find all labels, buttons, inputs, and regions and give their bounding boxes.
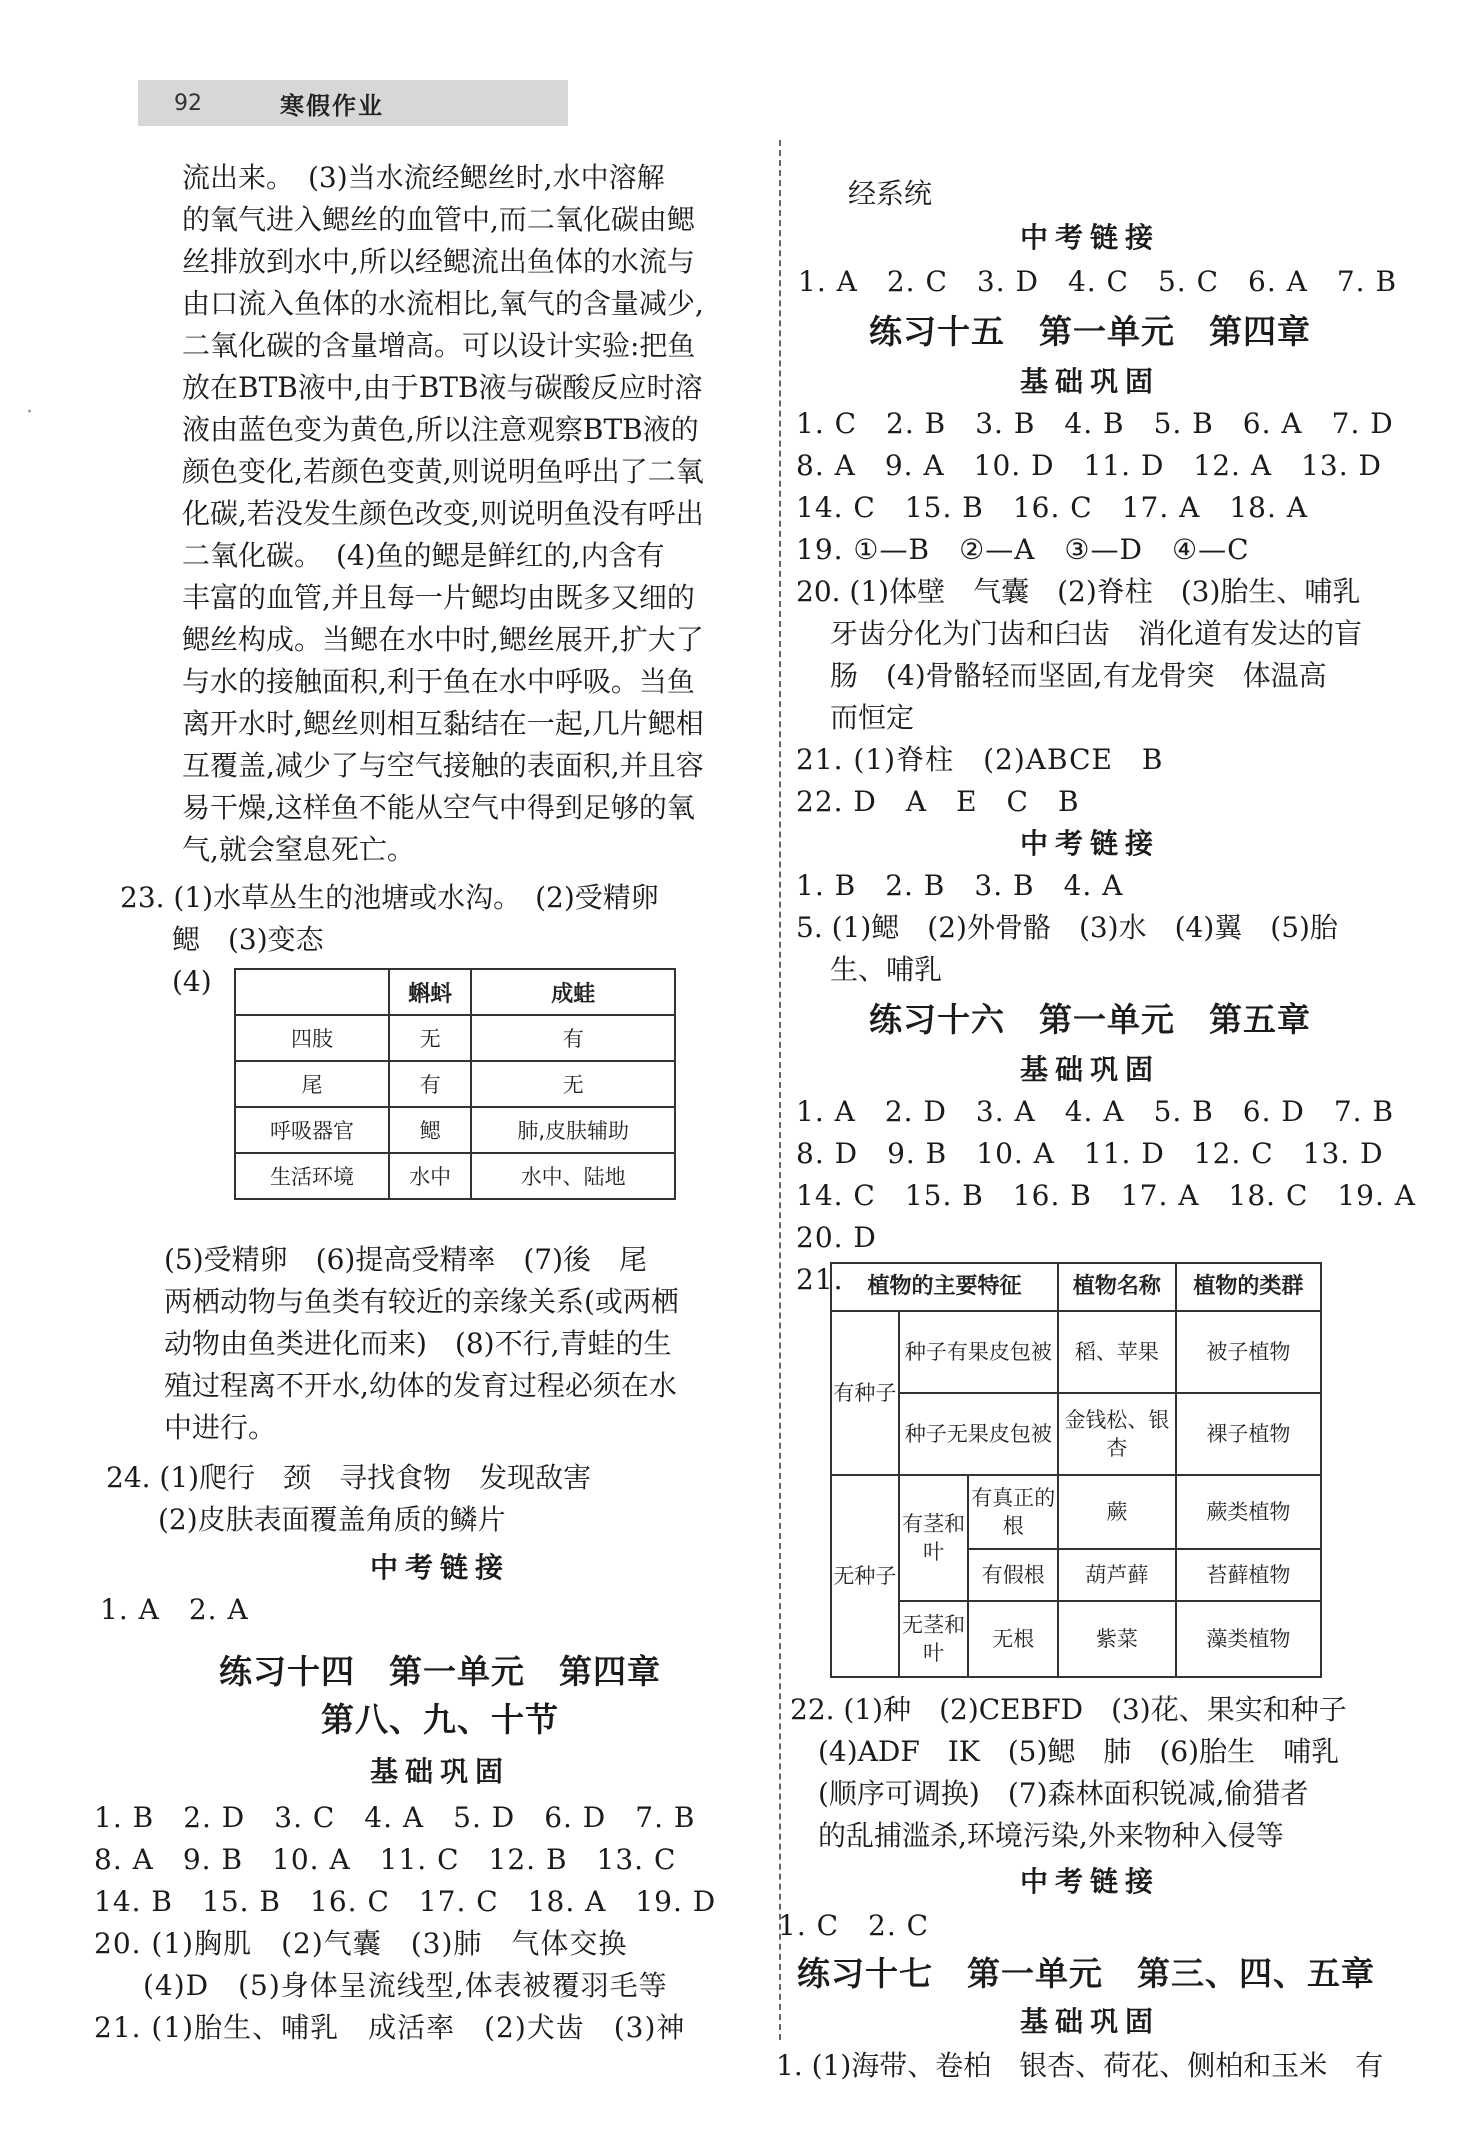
text-line: 放在BTB液中,由于BTB液与碳酸反应时溶 — [182, 371, 703, 404]
table-cell: 蕨类植物 — [1176, 1475, 1321, 1549]
answer-line: 19. ①—B ②—A ③—D ④—C — [796, 533, 1250, 566]
text-line: 二氧化碳的含量增高。可以设计实验:把鱼 — [182, 329, 696, 362]
table-cell: 无 — [389, 1015, 471, 1061]
table-cell: 种子有果皮包被 — [899, 1311, 1058, 1393]
section-heading-jichu: 基础巩固 — [1019, 1053, 1160, 1086]
text-line: 由口流入鱼体的水流相比,氧气的含量减少, — [182, 287, 704, 320]
answer-line: 1. (1)海带、卷柏 银杏、荷花、侧柏和玉米 有 — [776, 2049, 1384, 2082]
table-cell: 生活环境 — [235, 1153, 389, 1199]
section-heading-zhongkao: 中考链接 — [1019, 1865, 1160, 1898]
answer-line: 8. D 9. B 10. A 11. D 12. C 13. D — [796, 1137, 1384, 1170]
page-number: 92 — [174, 90, 202, 116]
table-cell: 无根 — [968, 1601, 1058, 1677]
table-row — [235, 1153, 675, 1199]
table-cell: 蕨 — [1058, 1475, 1176, 1549]
table-header-cell: 植物名称 — [1058, 1263, 1176, 1311]
table-row — [235, 1015, 675, 1061]
answer-line: 20. (1)胸肌 (2)气囊 (3)肺 气体交换 — [94, 1927, 628, 1960]
question-24-line: 24. (1)爬行 颈 寻找食物 发现敌害 — [106, 1461, 592, 1494]
answer-line: 1. A 2. C 3. D 4. C 5. C 6. A 7. B — [798, 265, 1398, 298]
answer-line: 21. (1)脊柱 (2)ABCE B — [796, 743, 1164, 776]
table-cell: 被子植物 — [1176, 1311, 1321, 1393]
question-23-line: 鳃 (3)变态 — [144, 923, 324, 956]
text-line: 两栖动物与鱼类有较近的亲缘关系(或两栖 — [164, 1285, 679, 1318]
question-23-line: (4) — [144, 965, 212, 998]
table-cell: 呼吸器官 — [235, 1107, 389, 1153]
answer-line: 20. (1)体壁 气囊 (2)脊柱 (3)胎生、哺乳 — [796, 575, 1361, 608]
text-line: 化碳,若没发生颜色改变,则说明鱼没有呼出 — [182, 497, 704, 530]
table-header-cell: 成蛙 — [471, 969, 675, 1015]
answer-line: 5. (1)鳃 (2)外骨骼 (3)水 (4)翼 (5)胎 — [796, 911, 1338, 944]
table-cell: 种子无果皮包被 — [899, 1393, 1058, 1475]
answer-line: 1. B 2. B 3. B 4. A — [796, 869, 1124, 902]
page-header — [138, 80, 568, 126]
text-line: 的氧气进入鳃丝的血管中,而二氧化碳由鳃 — [182, 203, 695, 236]
answer-line: 22. D A E C B — [796, 785, 1080, 818]
question-24-line: (2)皮肤表面覆盖角质的鳞片 — [130, 1503, 506, 1536]
table-cell: 有 — [389, 1061, 471, 1107]
table-cell: 紫菜 — [1058, 1601, 1176, 1677]
text-line: 离开水时,鳃丝则相互黏结在一起,几片鳃相 — [182, 707, 704, 740]
answer-line: 生、哺乳 — [830, 953, 943, 986]
answer-line: 而恒定 — [830, 701, 915, 734]
exercise-title: 练习十四 第一单元 第四章 — [219, 1652, 661, 1691]
table-cell: 肺,皮肤辅助 — [471, 1107, 675, 1153]
text-line: 中进行。 — [164, 1411, 277, 1444]
table-cell: 鳃 — [389, 1107, 471, 1153]
text-line: 鳃丝构成。当鳃在水中时,鳃丝展开,扩大了 — [182, 623, 704, 656]
group-cell-noseed: 无种子 — [831, 1475, 899, 1677]
answer-line: 肠 (4)骨骼轻而坚固,有龙骨突 体温高 — [830, 659, 1327, 692]
table-row — [235, 1061, 675, 1107]
table-cell: 金钱松、银杏 — [1058, 1393, 1176, 1475]
answer-line: 1. C 2. B 3. B 4. B 5. B 6. A 7. D — [796, 407, 1394, 440]
table-cell: 无 — [471, 1061, 675, 1107]
section-heading-zhongkao: 中考链接 — [1019, 827, 1160, 860]
question-22-line: (顺序可调换) (7)森林面积锐减,偷猎者 — [790, 1777, 1309, 1810]
answer-line: 牙齿分化为门齿和臼齿 消化道有发达的盲 — [830, 617, 1363, 650]
table-cell: 有假根 — [968, 1549, 1058, 1601]
answer-line: 21. (1)胎生、哺乳 成活率 (2)犬齿 (3)神 — [94, 2011, 686, 2044]
text-line: 二氧化碳。 (4)鱼的鳃是鲜红的,内含有 — [182, 539, 665, 572]
section-heading-jichu: 基础巩固 — [1019, 365, 1160, 398]
section-heading-zhongkao: 中考链接 — [369, 1551, 510, 1584]
text-line: (5)受精卵 (6)提高受精率 (7)後 尾 — [164, 1243, 647, 1276]
table-header-row — [235, 969, 675, 1015]
text-line: 气,就会窒息死亡。 — [182, 833, 415, 866]
question-22-line: 22. (1)种 (2)CEBFD (3)花、果实和种子 — [790, 1693, 1347, 1726]
answer-line: 8. A 9. B 10. A 11. C 12. B 13. C — [94, 1843, 677, 1876]
exercise-title: 练习十六 第一单元 第五章 — [869, 1000, 1311, 1039]
table-cell: 葫芦藓 — [1058, 1549, 1176, 1601]
text-line: 流出来。 (3)当水流经鳃丝时,水中溶解 — [182, 161, 665, 194]
section-heading-jichu: 基础巩固 — [1019, 2005, 1160, 2038]
table-cell: 四肢 — [235, 1015, 389, 1061]
text-line: 动物由鱼类进化而来) (8)不行,青蛙的生 — [164, 1327, 672, 1360]
table-cell: 有 — [471, 1015, 675, 1061]
table-cell: 水中 — [389, 1153, 471, 1199]
plant-classification-table — [830, 1262, 1322, 1678]
question-22-line: 的乱捕滥杀,环境污染,外来物种入侵等 — [790, 1819, 1284, 1852]
answer-line: 1. A 2. A — [100, 1593, 249, 1626]
text-line: 经系统 — [848, 177, 933, 210]
text-line: 液由蓝色变为黄色,所以注意观察BTB液的 — [182, 413, 699, 446]
table-cell: 水中、陆地 — [471, 1153, 675, 1199]
section-heading-jichu: 基础巩固 — [369, 1755, 510, 1788]
table-header-cell — [235, 969, 389, 1015]
answer-line: (4)D (5)身体呈流线型,体表被覆羽毛等 — [114, 1969, 668, 2002]
table-cell: 无茎和叶 — [899, 1601, 969, 1677]
answer-line: 20. D — [796, 1221, 877, 1254]
table-header-cell: 植物的类群 — [1176, 1263, 1321, 1311]
table-row — [831, 1393, 1321, 1475]
answer-line: 1. A 2. D 3. A 4. A 5. B 6. D 7. B — [796, 1095, 1395, 1128]
group-cell-seed: 有种子 — [831, 1311, 899, 1475]
book-title: 寒假作业 — [280, 91, 384, 120]
table-cell: 苔藓植物 — [1176, 1549, 1321, 1601]
column-divider — [779, 140, 781, 2040]
question-23-line: 23. (1)水草丛生的池塘或水沟。 (2)受精卵 — [120, 881, 659, 914]
table-cell: 裸子植物 — [1176, 1393, 1321, 1475]
table-cell: 稻、苹果 — [1058, 1311, 1176, 1393]
table-row — [831, 1601, 1321, 1677]
table-cell: 有真正的根 — [968, 1475, 1058, 1549]
table-header-row — [831, 1263, 1321, 1311]
table-row — [831, 1311, 1321, 1393]
text-line: 殖过程离不开水,幼体的发育过程必须在水 — [164, 1369, 677, 1402]
section-heading-zhongkao: 中考链接 — [1019, 221, 1160, 254]
table-header-cell: 蝌蚪 — [389, 969, 471, 1015]
table-header-cell: 植物的主要特征 — [831, 1263, 1058, 1311]
answer-line: 14. B 15. B 16. C 17. C 18. A 19. D — [94, 1885, 717, 1918]
exercise-title: 练习十七 第一单元 第三、四、五章 — [797, 1954, 1375, 1993]
exercise-title: 练习十五 第一单元 第四章 — [869, 312, 1311, 351]
margin-mark: · — [26, 400, 33, 425]
text-line: 易干燥,这样鱼不能从空气中得到足够的氧 — [182, 791, 695, 824]
table-cell: 藻类植物 — [1176, 1601, 1321, 1677]
answer-line: 1. C 2. C — [778, 1909, 930, 1942]
text-line: 互覆盖,减少了与空气接触的表面积,并且容 — [182, 749, 704, 782]
answer-line: 8. A 9. A 10. D 11. D 12. A 13. D — [796, 449, 1382, 482]
answer-line: 1. B 2. D 3. C 4. A 5. D 6. D 7. B — [94, 1801, 696, 1834]
answer-line: 14. C 15. B 16. C 17. A 18. A — [796, 491, 1309, 524]
table-cell: 尾 — [235, 1061, 389, 1107]
text-line: 与水的接触面积,利于鱼在水中呼吸。当鱼 — [182, 665, 695, 698]
text-line: 颜色变化,若颜色变黄,则说明鱼呼出了二氧 — [182, 455, 704, 488]
answer-line: 21. — [796, 1263, 844, 1296]
answer-line: 14. C 15. B 16. B 17. A 18. C 19. A — [796, 1179, 1417, 1212]
text-line: 丝排放到水中,所以经鳃流出鱼体的水流与 — [182, 245, 695, 278]
question-22-line: (4)ADF IK (5)鳃 肺 (6)胎生 哺乳 — [790, 1735, 1340, 1768]
text-line: 丰富的血管,并且每一片鳃均由既多又细的 — [182, 581, 695, 614]
table-cell: 有茎和叶 — [899, 1475, 969, 1601]
exercise-subtitle: 第八、九、十节 — [321, 1700, 559, 1739]
table-row — [831, 1475, 1321, 1549]
tadpole-frog-table — [234, 968, 676, 1200]
table-row — [235, 1107, 675, 1153]
